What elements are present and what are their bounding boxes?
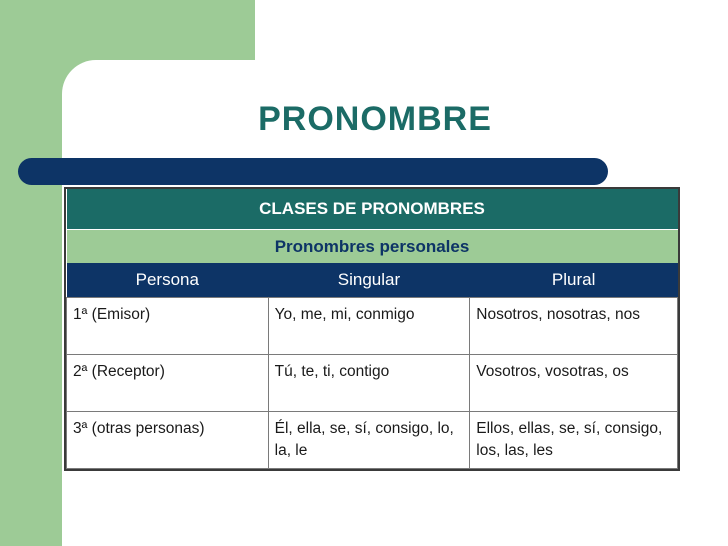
cell-persona: 3ª (otras personas) [67, 412, 269, 469]
cell-persona: 2ª (Receptor) [67, 355, 269, 412]
table-row [67, 412, 678, 469]
cell-singular: Tú, te, ti, contigo [268, 355, 470, 412]
column-header-persona: Persona [67, 263, 269, 298]
table-subheader: Pronombres personales [67, 230, 678, 264]
cell-plural: Ellos, ellas, se, sí, consigo, los, las, les [470, 412, 678, 469]
table-header: CLASES DE PRONOMBRES [67, 189, 678, 230]
decorative-navy-bar [18, 158, 608, 185]
cell-persona: 1ª (Emisor) [67, 298, 269, 355]
cell-plural: Nosotros, nosotras, nos [470, 298, 678, 355]
cell-singular: Yo, me, mi, conmigo [268, 298, 470, 355]
cell-singular: Él, ella, se, sí, consigo, lo, la, le [268, 412, 470, 469]
column-header-singular: Singular [268, 263, 470, 298]
pronoun-table [64, 187, 680, 471]
column-header-plural: Plural [470, 263, 678, 298]
cell-plural: Vosotros, vosotras, os [470, 355, 678, 412]
table-row [67, 298, 678, 355]
table-row [67, 355, 678, 412]
slide-title: PRONOMBRE [258, 100, 492, 138]
